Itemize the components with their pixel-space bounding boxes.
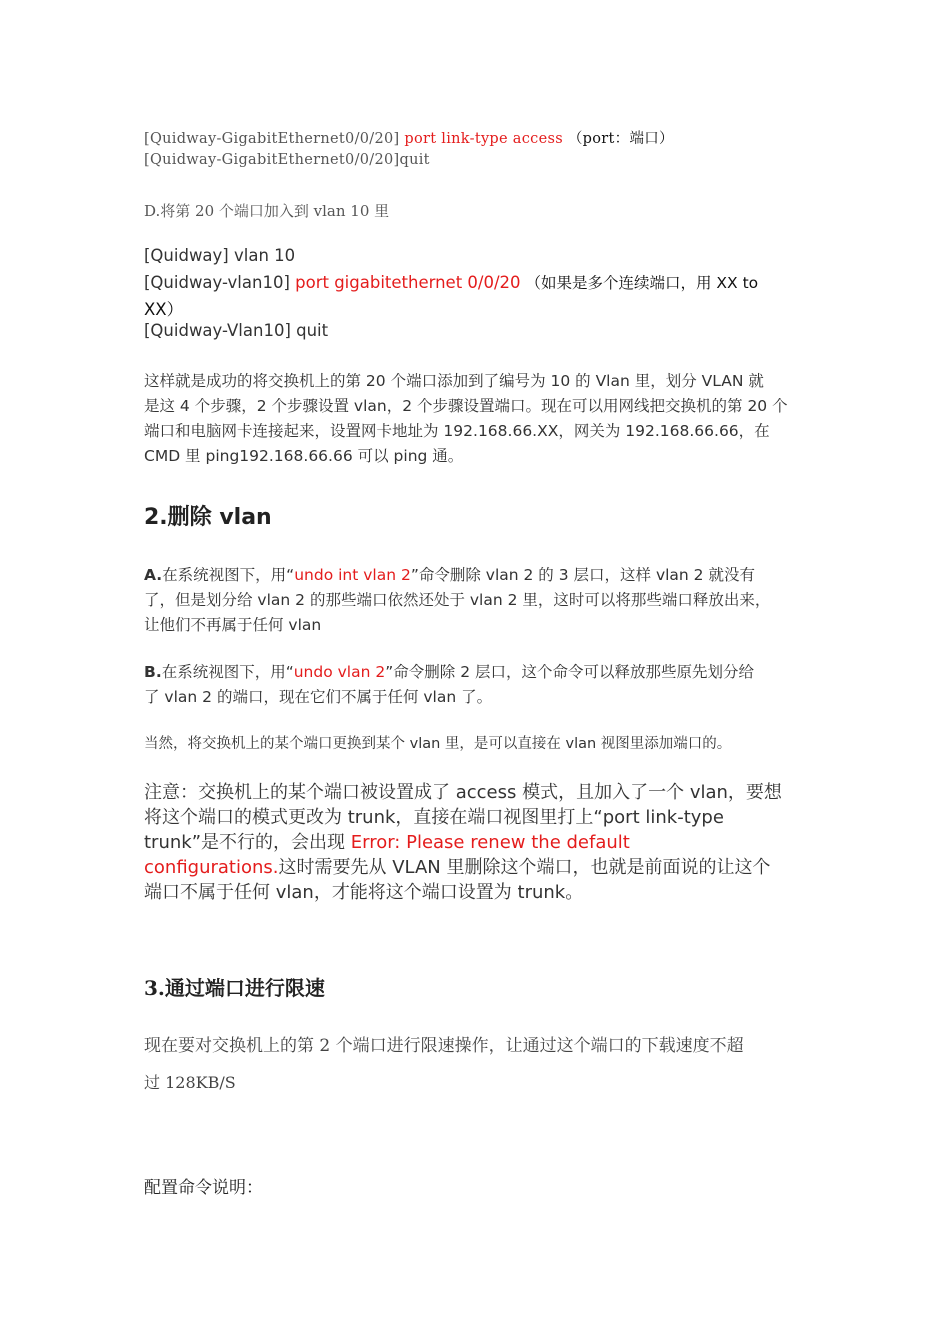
attention-line xyxy=(144,853,770,879)
step-a-label: A. xyxy=(144,566,163,584)
step-a-text: 在系统视图下，用“ xyxy=(162,566,295,584)
attention-line: 将这个端口的模式更改为 trunk，直接在端口视图里打上“port link-type xyxy=(144,807,724,828)
summary-line: CMD 里 ping192.168.66.66 可以 ping 通。 xyxy=(144,447,464,465)
cli-line-quit: [Quidway-GigabitEthernet0/0/20]quit xyxy=(144,152,430,168)
summary-line: 这样就是成功的将交换机上的第 20 个端口添加到了编号为 10 的 Vlan 里，划分 VLAN 就 xyxy=(144,372,764,390)
section-2-note: 当然，将交换机上的某个端口更换到某个 vlan 里，是可以直接在 vlan 视图里添加端口的。 xyxy=(144,736,732,752)
cli-line-port-gigabitethernet xyxy=(144,271,758,293)
cli-line-vlan10: [Quidway] vlan 10 xyxy=(144,246,296,265)
step-d-heading: D.将第 20 个端口加入到 vlan 10 里 xyxy=(144,202,390,220)
section-3-heading: 3.通过端口进行限速 xyxy=(144,976,325,1000)
step-b-command: undo vlan 2 xyxy=(293,663,386,681)
cli-note: （port：端口） xyxy=(562,131,674,147)
attention-text: trunk”是不行的，会出现 xyxy=(144,832,351,853)
error-message: configurations. xyxy=(144,857,279,878)
step-a-text: ”命令删除 vlan 2 的 3 层口，这样 vlan 2 就没有 xyxy=(410,566,755,584)
step-a-line: 了，但是划分给 vlan 2 的那些端口依然还处于 vlan 2 里，这时可以将那些端口释放出来， xyxy=(144,591,771,609)
step-b-label: B. xyxy=(144,663,162,681)
cli-command: port link-type access xyxy=(404,131,563,147)
cli-note: （如果是多个连续端口，用 XX to xyxy=(520,274,759,292)
attention-line: 注意：交换机上的某个端口被设置成了 access 模式，且加入了一个 vlan，要想 xyxy=(144,782,782,803)
config-label: 配置命令说明： xyxy=(144,1178,263,1198)
cli-line-port-link-type xyxy=(144,127,674,148)
error-message: Error: Please renew the default xyxy=(350,832,630,853)
step-b-text: 在系统视图下，用“ xyxy=(161,663,294,681)
cli-prompt: [Quidway-vlan10] xyxy=(144,273,296,292)
attention-line xyxy=(144,828,630,854)
cli-prompt: [Quidway-GigabitEthernet0/0/20] xyxy=(144,131,405,147)
step-b-line: 了 vlan 2 的端口，现在它们不属于任何 vlan 了。 xyxy=(144,688,493,706)
step-a-line: 让他们不再属于任何 vlan xyxy=(144,616,322,634)
step-b-line xyxy=(144,660,754,682)
summary-line: 端口和电脑网卡连接起来，设置网卡地址为 192.168.66.XX，网关为 192.168.66.66，在 xyxy=(144,422,770,440)
section-3-paragraph-line: 过 128KB/S xyxy=(144,1073,236,1092)
attention-line: 端口不属于任何 vlan，才能将这个端口设置为 trunk。 xyxy=(144,882,584,903)
step-a-command: undo int vlan 2 xyxy=(294,566,411,584)
step-b-text: ”命令删除 2 层口，这个命令可以释放那些原先划分给 xyxy=(385,663,754,681)
cli-note-continued: XX） xyxy=(144,300,184,319)
cli-line-quit-2: [Quidway-Vlan10] quit xyxy=(144,321,329,340)
summary-line: 是这 4 个步骤，2 个步骤设置 vlan，2 个步骤设置端口。现在可以用网线把交换机的第 20 个 xyxy=(144,397,788,415)
step-a-line xyxy=(144,563,755,585)
section-3-paragraph-line: 现在要对交换机上的第 2 个端口进行限速操作，让通过这个端口的下载速度不超 xyxy=(144,1036,744,1056)
attention-text: 这时需要先从 VLAN 里删除这个端口，也就是前面说的让这个 xyxy=(278,857,771,878)
section-2-heading: 2.删除 vlan xyxy=(144,505,272,530)
cli-command: port gigabitethernet 0/0/20 xyxy=(295,273,521,292)
